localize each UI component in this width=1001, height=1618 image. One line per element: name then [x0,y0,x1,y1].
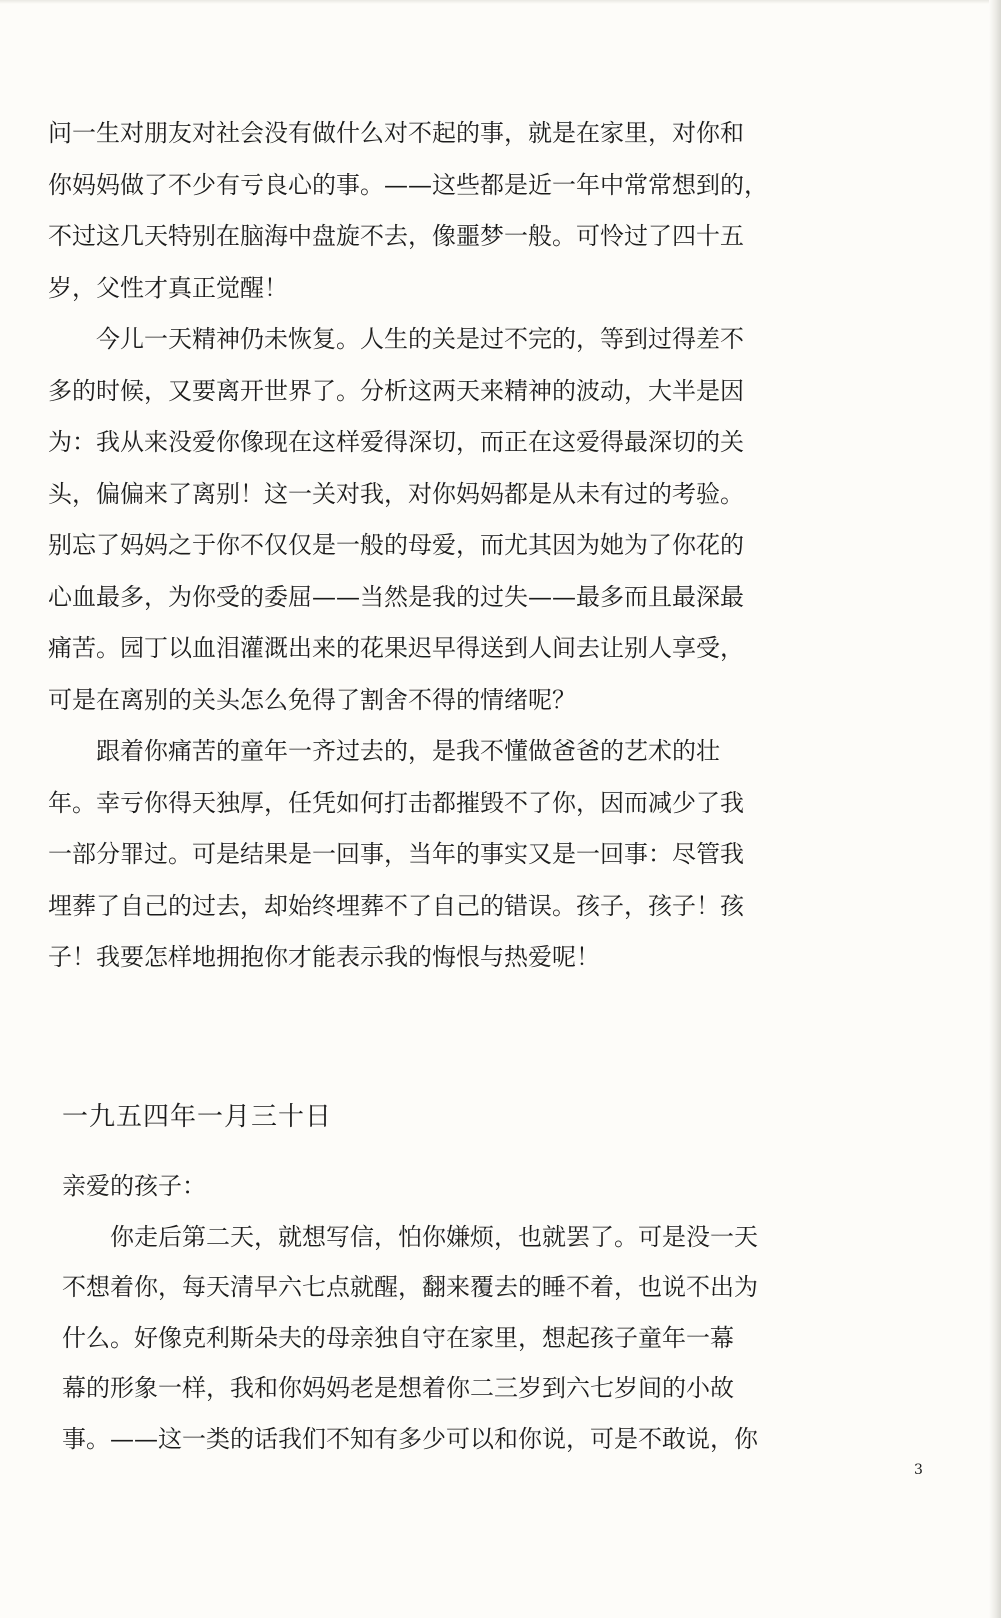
paragraph-start-line: 今儿一天精神仍未恢复。人生的关是过不完的，等到过得差不 [96,325,744,353]
text-line: 不想着你，每天清早六七点就醒，翻来覆去的睡不着，也说不出为 [62,1273,758,1301]
paragraph-start-line: 你走后第二天，就想写信，怕你嫌烦，也就罢了。可是没一天 [110,1222,758,1251]
page-right-edge [989,0,1001,1618]
text-line: 痛苦。园丁以血泪灌溉出来的花果迟早得送到人间去让别人享受， [48,634,744,662]
text-line: 可是在离别的关头怎么免得了割舍不得的情绪呢？ [48,685,576,714]
text-line: 不过这几天特别在脑海中盘旋不去，像噩梦一般。可怜过了四十五 [48,222,744,250]
text-line: 幕的形象一样，我和你妈妈老是想着你二三岁到六七岁间的小故 [62,1374,734,1402]
text-line: 问一生对朋友对社会没有做什么对不起的事，就是在家里，对你和 [48,119,744,147]
text-line: 头，偏偏来了离别！这一关对我，对你妈妈都是从未有过的考验。 [48,479,744,508]
letter-date-heading: 一九五四年一月三十日 [62,1102,333,1132]
text-line: 岁，父性才真正觉醒！ [48,273,288,302]
letter-continuation [48,108,788,984]
text-line: 年。幸亏你得天独厚，任凭如何打击都摧毁不了你，因而减少了我 [48,788,744,817]
text-line: 一部分罪过。可是结果是一回事，当年的事实又是一回事：尽管我 [48,840,744,868]
text-line: 为：我从来没爱你像现在这样爱得深切，而正在这爱得最深切的关 [48,428,744,456]
text-line: 子！我要怎样地拥抱你才能表示我的悔恨与热爱呢！ [48,943,600,971]
new-letter [62,1161,802,1464]
text-line: 埋葬了自己的过去，却始终埋葬不了自己的错误。孩子，孩子！孩 [48,891,744,920]
paragraph-start-line: 跟着你痛苦的童年一齐过去的，是我不懂做爸爸的艺术的壮 [96,737,720,765]
page-top-edge [0,0,1001,4]
text-line: 心血最多，为你受的委屈——当然是我的过失——最多而且最深最 [48,582,744,611]
text-line: 什么。好像克利斯朵夫的母亲独自守在家里，想起孩子童年一幕 [62,1323,734,1352]
text-line: 你妈妈做了不少有亏良心的事。——这些都是近一年中常常想到的， [48,170,768,199]
salutation: 亲爱的孩子： [62,1172,206,1200]
page-number: 3 [914,1462,923,1478]
text-line: 事。——这一类的话我们不知有多少可以和你说，可是不敢说，你 [62,1424,758,1453]
text-line: 多的时候，又要离开世界了。分析这两天来精神的波动，大半是因 [48,376,744,405]
text-line: 别忘了妈妈之于你不仅仅是一般的母爱，而尤其因为她为了你花的 [48,531,744,559]
